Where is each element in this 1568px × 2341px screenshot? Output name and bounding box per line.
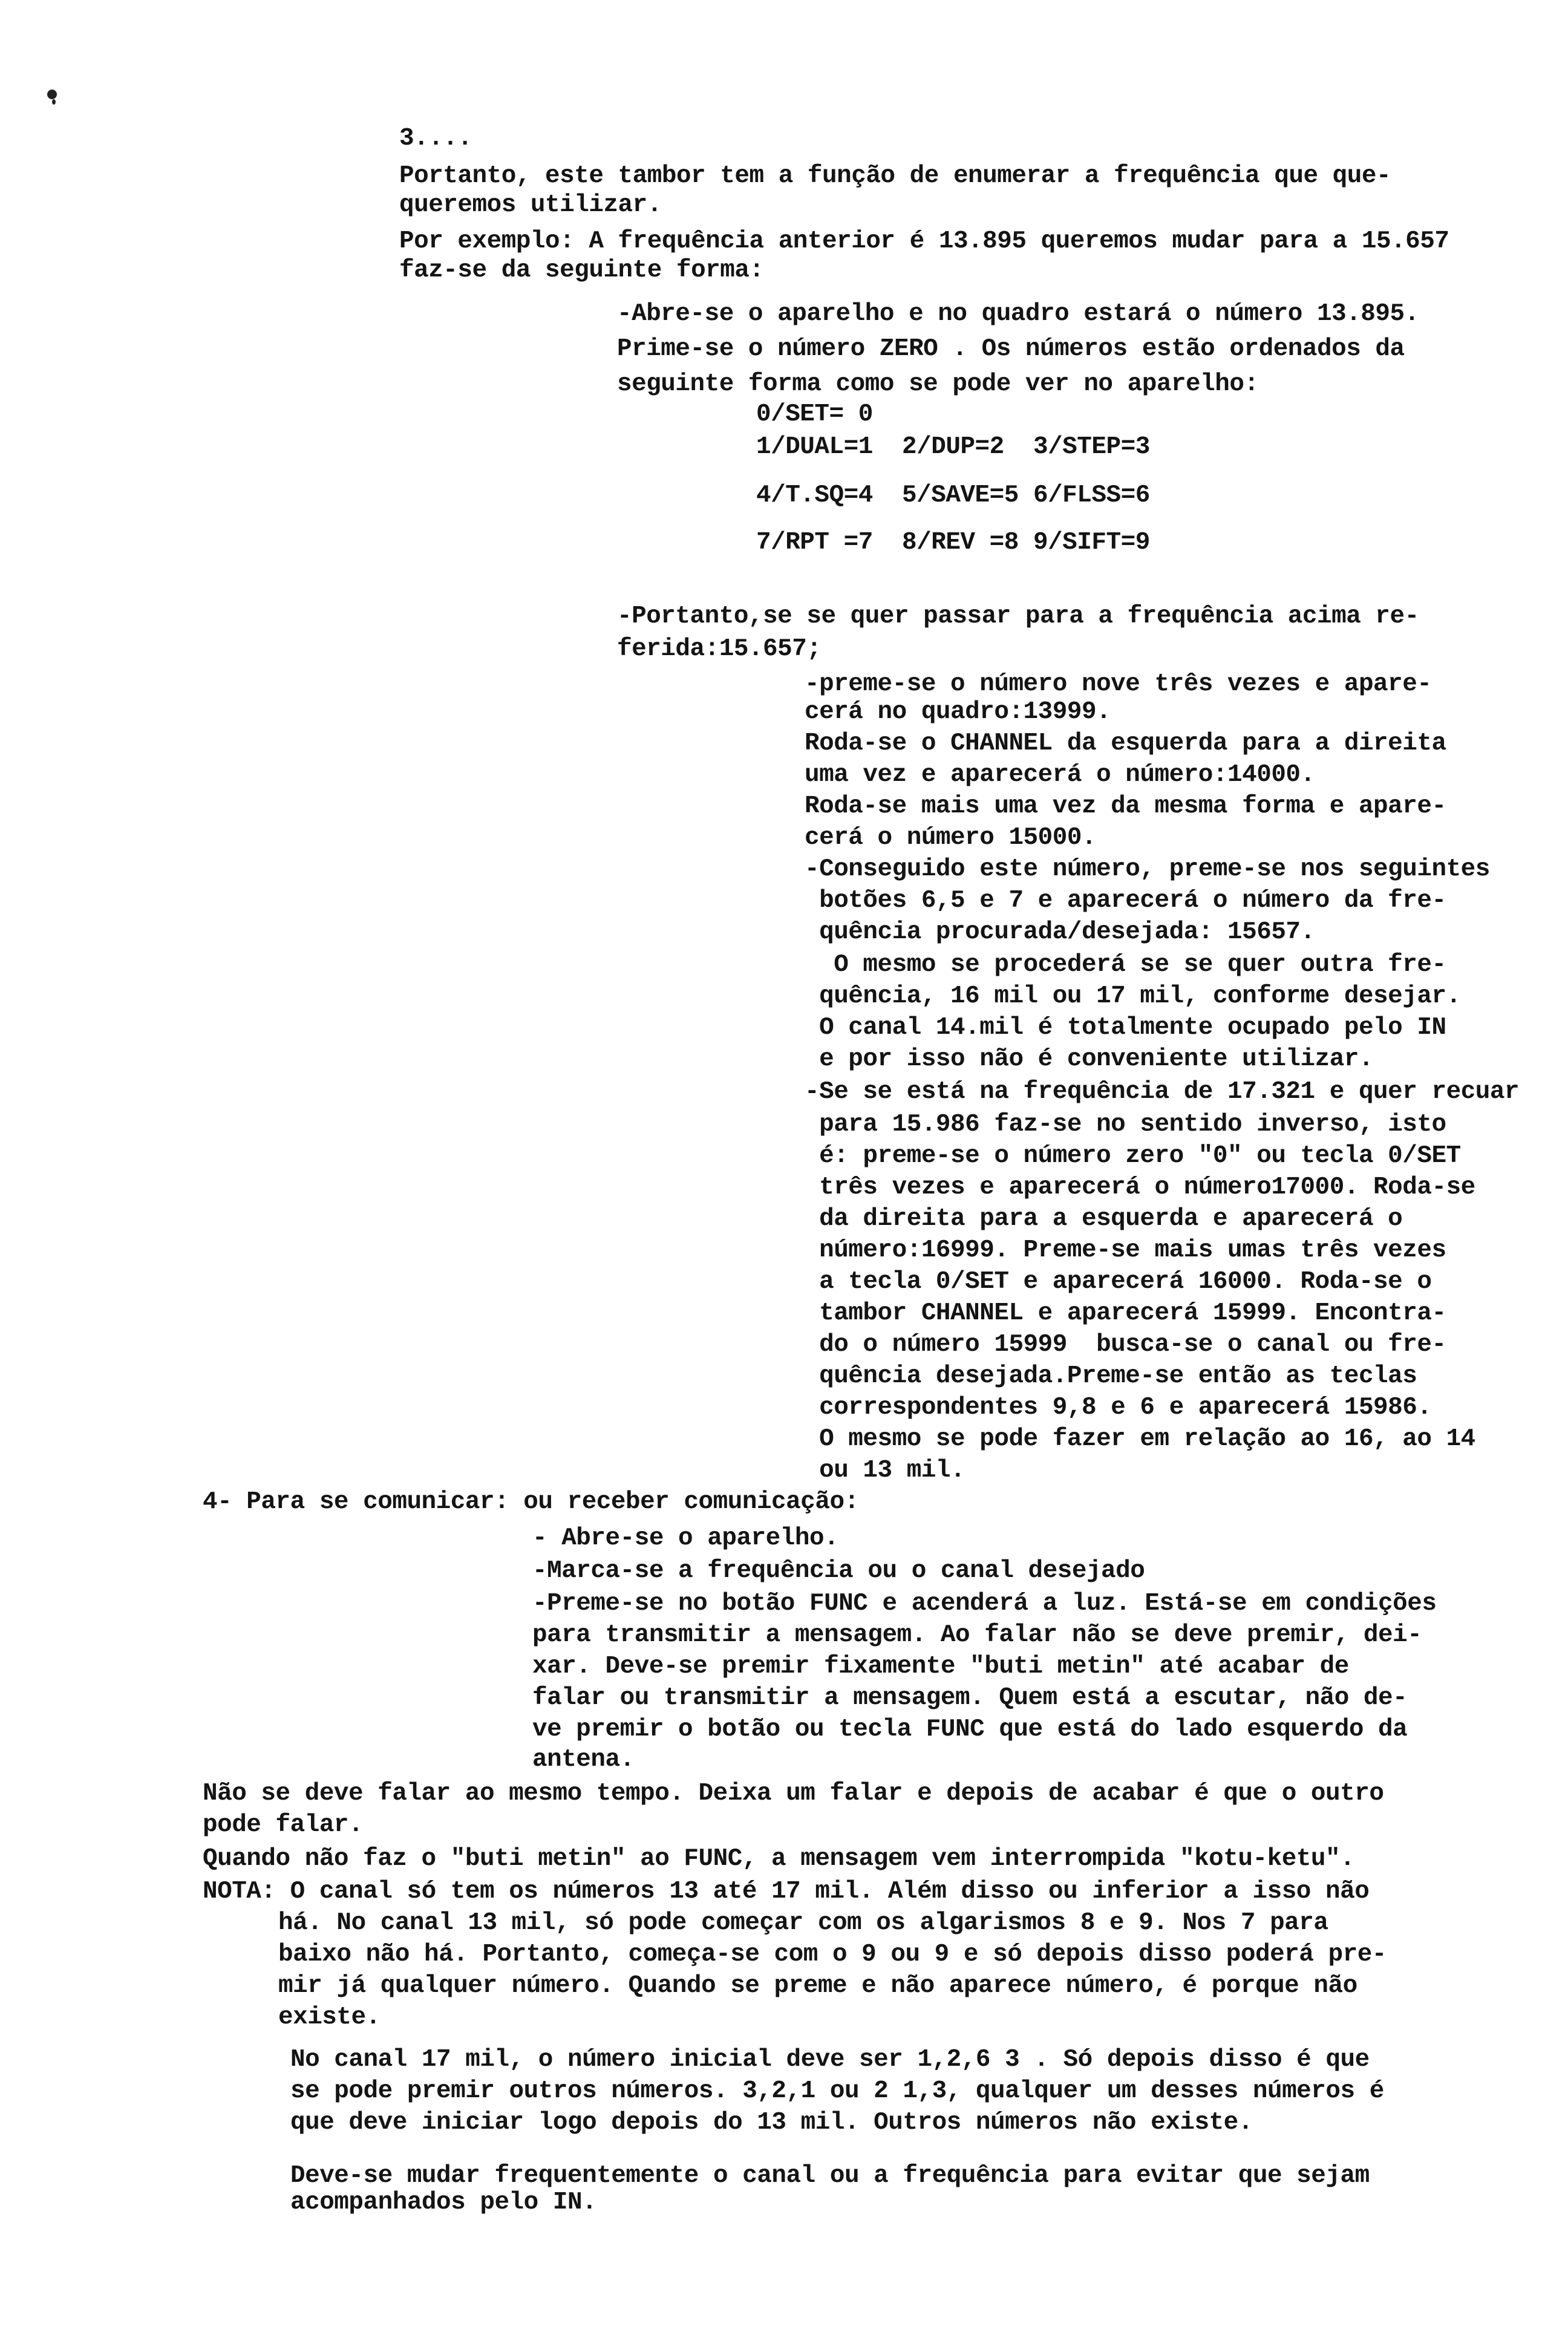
substep-line: Roda-se o CHANNEL da esquerda para a direita xyxy=(805,730,1446,757)
section-4-step-line: - Abre-se o aparelho. xyxy=(532,1524,839,1552)
substep-line: O mesmo se procederá se se quer outra fre- xyxy=(805,951,1446,979)
nota-text: O canal só tem os números 13 até 17 mil. Além disso ou inferior a isso não xyxy=(275,1878,1370,1905)
section-3-intro-line: Por exemplo: A frequência anterior é 13.895 queremos mudar para a 15.657 xyxy=(399,227,1449,255)
nota-label: NOTA: xyxy=(203,1878,276,1905)
keypad-row: 4/T.SQ=4 5/SAVE=5 6/FLSS=6 xyxy=(756,482,1150,509)
section-3-intro-line: Portanto, este tambor tem a função de enumerar a frequência que que- xyxy=(399,162,1391,190)
section-4-step-line: -Marca-se a frequência ou o canal desejado xyxy=(532,1557,1145,1585)
keypad-row: 1/DUAL=1 2/DUP=2 3/STEP=3 xyxy=(756,433,1150,461)
nota-para-2-line: que deve iniciar logo depois do 13 mil. Outros números não existe. xyxy=(290,2109,1253,2137)
substep-line: do o número 15999 busca-se o canal ou fre- xyxy=(805,1331,1446,1359)
substep-line: quência procurada/desejada: 15657. xyxy=(805,918,1315,946)
nota-line: baixo não há. Portanto, começa-se com o 9 ou 9 e só depois disso poderá pre- xyxy=(278,1941,1387,1968)
section-4-step-line: para transmitir a mensagem. Ao falar não se deve premir, dei- xyxy=(532,1621,1422,1649)
section-4-heading: 4- Para se comunicar: ou receber comunicação: xyxy=(203,1488,859,1516)
ink-speck xyxy=(47,90,57,99)
substep-line: quência desejada.Preme-se então as teclas xyxy=(805,1362,1417,1390)
section-4-step-line: -Preme-se no botão FUNC e acenderá a luz. Está-se em condições xyxy=(532,1590,1437,1618)
nota-line: há. No canal 13 mil, só pode começar com os algarismos 8 e 9. Nos 7 para xyxy=(278,1909,1328,1937)
section-4-step-line: xar. Deve-se premir fixamente "buti metin" até acabar de xyxy=(532,1653,1349,1680)
substep-line: uma vez e aparecerá o número:14000. xyxy=(805,761,1315,789)
substep-line: -Conseguido este número, preme-se nos seguintes xyxy=(805,855,1490,883)
step-pass-line: -Portanto,se se quer passar para a frequência acima re- xyxy=(617,602,1419,630)
nota-para-2-line: se pode premir outros números. 3,2,1 ou 2 1,3, qualquer um desses números é xyxy=(290,2077,1384,2105)
substep-line: número:16999. Preme-se mais umas três vezes xyxy=(805,1236,1446,1264)
substep-line: ou 13 mil. xyxy=(805,1457,965,1484)
substep-line: da direita para a esquerda e aparecerá o xyxy=(805,1205,1403,1233)
substep-line: é: preme-se o número zero "0" ou tecla 0/SET xyxy=(805,1142,1461,1170)
substep-line: três vezes e aparecerá o número17000. Roda-se xyxy=(805,1174,1475,1201)
keypad-row: 7/RPT =7 8/REV =8 9/SIFT=9 xyxy=(756,529,1150,557)
substep-line: O mesmo se pode fazer em relação ao 16, ao 14 xyxy=(805,1425,1475,1453)
section-3-number: 3.... xyxy=(399,125,472,152)
remark-line: Quando não faz o "buti metin" ao FUNC, a mensagem vem interrompida "kotu-ketu". xyxy=(203,1845,1355,1873)
substep-line: e por isso não é conveniente utilizar. xyxy=(805,1045,1374,1073)
step-pass-line: ferida:15.657; xyxy=(617,635,822,663)
step-open-line: -Abre-se o aparelho e no quadro estará o número 13.895. xyxy=(617,300,1419,328)
keypad-row: 0/SET= 0 xyxy=(756,400,873,428)
substep-line: O canal 14.mil é totalmente ocupado pelo IN xyxy=(805,1014,1446,1042)
substep-line: cerá o número 15000. xyxy=(805,824,1097,852)
substep-line: a tecla 0/SET e aparecerá 16000. Roda-se o xyxy=(805,1268,1432,1296)
section-3-intro-line: queremos utilizar. xyxy=(399,191,662,219)
nota-para-2-line: No canal 17 mil, o número inicial deve ser 1,2,6 3 . Só depois disso é que xyxy=(290,2046,1370,2074)
nota-first-line xyxy=(203,1874,1369,1909)
ink-speck xyxy=(52,99,56,105)
section-4-step-line: antena. xyxy=(532,1746,635,1774)
substep-line: cerá no quadro:13999. xyxy=(805,698,1111,726)
step-open-line: seguinte forma como se pode ver no aparelho: xyxy=(617,370,1259,398)
remark-line: Não se deve falar ao mesmo tempo. Deixa um falar e depois de acabar é que o outro xyxy=(203,1780,1384,1807)
substep-line: botões 6,5 e 7 e aparecerá o número da fre- xyxy=(805,887,1446,915)
substep-line: -Se se está na frequência de 17.321 e quer recuar xyxy=(805,1078,1520,1106)
nota-line: mir já qualquer número. Quando se preme e não aparece número, é porque não xyxy=(278,1972,1357,2000)
remark-line: pode falar. xyxy=(203,1811,364,1839)
nota-para-3-line: Deve-se mudar frequentemente o canal ou a frequência para evitar que sejam xyxy=(290,2162,1370,2190)
substep-line: para 15.986 faz-se no sentido inverso, isto xyxy=(805,1111,1446,1138)
section-3-intro-line: faz-se da seguinte forma: xyxy=(399,256,764,284)
substep-line: Roda-se mais uma vez da mesma forma e apare- xyxy=(805,792,1446,820)
substep-line: -preme-se o número nove três vezes e apare- xyxy=(805,670,1432,698)
section-4-step-line: ve premir o botão ou tecla FUNC que está do lado esquerdo da xyxy=(532,1716,1408,1743)
section-4-step-line: falar ou transmitir a mensagem. Quem está a escutar, não de- xyxy=(532,1684,1408,1712)
nota-line: existe. xyxy=(278,2003,381,2031)
nota-para-3-line: acompanhados pelo IN. xyxy=(290,2189,597,2216)
substep-line: tambor CHANNEL e aparecerá 15999. Encontra- xyxy=(805,1299,1446,1327)
substep-line: correspondentes 9,8 e 6 e aparecerá 15986. xyxy=(805,1394,1432,1422)
substep-line: quência, 16 mil ou 17 mil, conforme desejar. xyxy=(805,982,1461,1010)
step-open-line: Prime-se o número ZERO . Os números estão ordenados da xyxy=(617,335,1405,363)
